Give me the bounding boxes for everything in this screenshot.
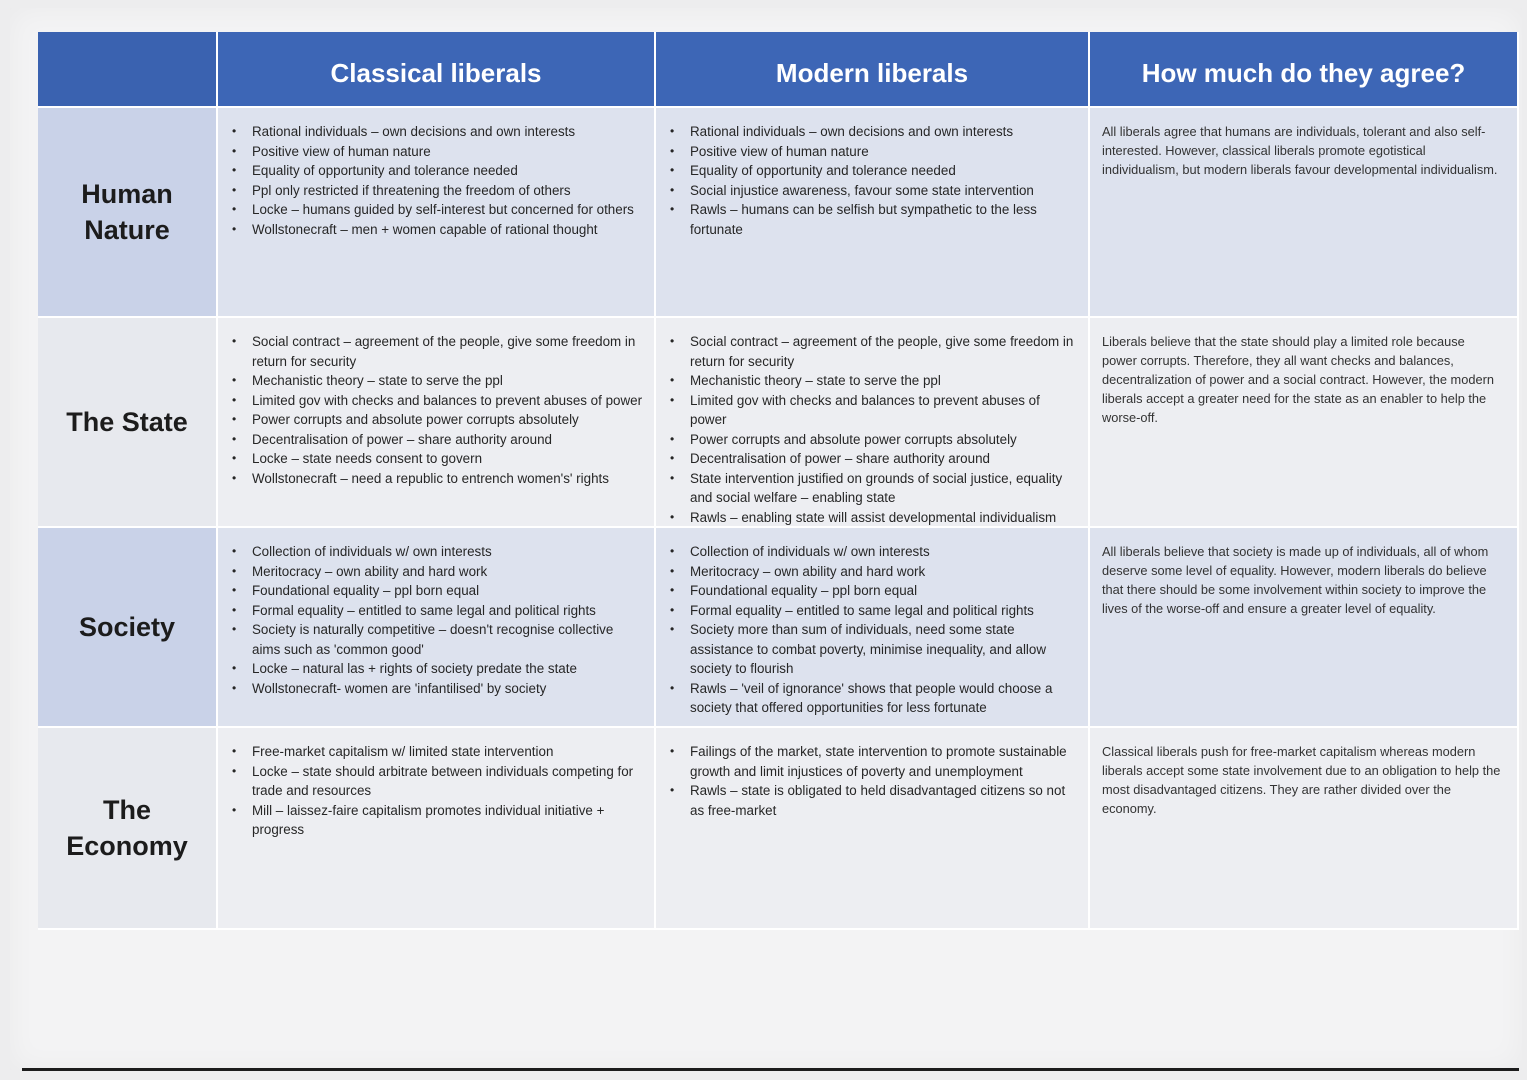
- list-item: • Formal equality – entitled to same legal and political rights: [252, 601, 644, 621]
- list-item: • Ppl only restricted if threatening the freedom of others: [252, 181, 644, 201]
- header-classical-liberals: Classical liberals: [218, 32, 656, 108]
- list-item: • Social contract – agreement of the people, give some freedom in return for security: [252, 332, 644, 371]
- list-item: • Failings of the market, state intervention to promote sustainable growth and limit injustices of poverty and unemployment: [690, 742, 1078, 781]
- cell-society-agreement: [1090, 528, 1519, 728]
- cell-the-economy-modern: [656, 728, 1090, 930]
- list-item: • Collection of individuals w/ own interests: [690, 542, 1078, 562]
- list-item: • Locke – natural las + rights of society predate the state: [252, 659, 644, 679]
- list-item: • Mechanistic theory – state to serve the ppl: [252, 371, 644, 391]
- row-label-line1: The: [102, 795, 151, 825]
- list-item: • Social contract – agreement of the people, give some freedom in return for security: [690, 332, 1078, 371]
- bullet-list: [668, 742, 1078, 820]
- list-item: • Rawls – 'veil of ignorance' shows that people would choose a society that offered opportunities for less fortunate: [690, 679, 1078, 718]
- list-item: • State intervention justified on grounds of social justice, equality and social welfare – enabling state: [690, 469, 1078, 508]
- list-item: • Wollstonecraft- women are 'infantilised' by society: [252, 679, 644, 699]
- cell-human-nature-classical: [218, 108, 656, 318]
- row-label-line2: Economy: [66, 831, 188, 861]
- row-label-line1: Society: [78, 612, 176, 642]
- cell-human-nature-agreement: [1090, 108, 1519, 318]
- list-item: • Decentralisation of power – share authority around: [690, 449, 1078, 469]
- list-item: • Locke – state needs consent to govern: [252, 449, 644, 469]
- list-item: • Mechanistic theory – state to serve the ppl: [690, 371, 1078, 391]
- list-item: • Foundational equality – ppl born equal: [252, 581, 644, 601]
- list-item: • Limited gov with checks and balances to prevent abuses of power: [252, 391, 644, 411]
- header-agreement: How much do they agree?: [1090, 32, 1519, 108]
- list-item: • Rational individuals – own decisions and own interests: [252, 122, 644, 142]
- list-item: • Decentralisation of power – share authority around: [252, 430, 644, 450]
- list-item: • Society is naturally competitive – doesn't recognise collective aims such as 'common good': [252, 620, 644, 659]
- agreement-text: All liberals believe that society is made up of individuals, all of whom deserve some level of equality. However, modern liberals do believe that there should be some involvement within society to improve the lives of the worse-off and ensure a greater level of equality.: [1102, 544, 1489, 616]
- header-corner: [38, 32, 218, 108]
- bullet-list: [230, 332, 644, 488]
- cell-the-economy-agreement: [1090, 728, 1519, 930]
- list-item: • Meritocracy – own ability and hard work: [690, 562, 1078, 582]
- list-item: • Rational individuals – own decisions and own interests: [690, 122, 1078, 142]
- list-item: • Positive view of human nature: [252, 142, 644, 162]
- list-item: • Locke – humans guided by self-interest but concerned for others: [252, 200, 644, 220]
- list-item: • Equality of opportunity and tolerance needed: [690, 161, 1078, 181]
- row-label-the-economy: [38, 728, 218, 930]
- list-item: • Meritocracy – own ability and hard work: [252, 562, 644, 582]
- list-item: • Power corrupts and absolute power corrupts absolutely: [252, 410, 644, 430]
- list-item: • Equality of opportunity and tolerance needed: [252, 161, 644, 181]
- agreement-text: All liberals agree that humans are individuals, tolerant and also self-interested. However, classical liberals promote egotistical individualism, but modern liberals favour developmental individualism.: [1102, 124, 1498, 177]
- cell-the-state-classical: [218, 318, 656, 528]
- header-modern-liberals: Modern liberals: [656, 32, 1090, 108]
- list-item: • Mill – laissez-faire capitalism promotes individual initiative + progress: [252, 801, 644, 840]
- bullet-list: [668, 122, 1078, 239]
- cell-the-state-agreement: [1090, 318, 1519, 528]
- bullet-list: [230, 542, 644, 698]
- row-label-line2: Nature: [84, 215, 170, 245]
- list-item: • Power corrupts and absolute power corrupts absolutely: [690, 430, 1078, 450]
- cell-human-nature-modern: [656, 108, 1090, 318]
- list-item: • Positive view of human nature: [690, 142, 1078, 162]
- cell-the-state-modern: [656, 318, 1090, 528]
- bullet-list: [668, 332, 1078, 527]
- list-item: • Rawls – state is obligated to held disadvantaged citizens so not as free-market: [690, 781, 1078, 820]
- row-label-line1: The State: [66, 407, 188, 437]
- bullet-list: [668, 542, 1078, 718]
- cell-society-classical: [218, 528, 656, 728]
- row-label-human-nature: [38, 108, 218, 318]
- list-item: • Free-market capitalism w/ limited state intervention: [252, 742, 644, 762]
- list-item: • Locke – state should arbitrate between individuals competing for trade and resources: [252, 762, 644, 801]
- paper-edge: [22, 1068, 1519, 1071]
- list-item: • Rawls – enabling state will assist developmental individualism: [690, 508, 1078, 528]
- row-label-society: [38, 528, 218, 728]
- list-item: • Wollstonecraft – need a republic to entrench women's' rights: [252, 469, 644, 489]
- list-item: • Rawls – humans can be selfish but sympathetic to the less fortunate: [690, 200, 1078, 239]
- agreement-text: Classical liberals push for free-market capitalism whereas modern liberals accept some state involvement due to an obligation to help the most disadvantaged citizens. They are rather divided over the economy.: [1102, 744, 1501, 816]
- list-item: • Wollstonecraft – men + women capable of rational thought: [252, 220, 644, 240]
- comparison-table: [38, 32, 1519, 930]
- list-item: • Collection of individuals w/ own interests: [252, 542, 644, 562]
- cell-society-modern: [656, 528, 1090, 728]
- bullet-list: [230, 122, 644, 239]
- list-item: • Foundational equality – ppl born equal: [690, 581, 1078, 601]
- cell-the-economy-classical: [218, 728, 656, 930]
- bullet-list: [230, 742, 644, 840]
- row-label-the-state: [38, 318, 218, 528]
- list-item: • Social injustice awareness, favour some state intervention: [690, 181, 1078, 201]
- agreement-text: Liberals believe that the state should play a limited role because power corrupts. Therefore, they all want checks and balances, decentralization of power and a social contract. However, the modern liberals accept a greater need for the state as an enabler to help the worse-off.: [1102, 334, 1494, 425]
- list-item: • Formal equality – entitled to same legal and political rights: [690, 601, 1078, 621]
- row-label-line1: Human: [81, 179, 173, 209]
- list-item: • Limited gov with checks and balances to prevent abuses of power: [690, 391, 1078, 430]
- list-item: • Society more than sum of individuals, need some state assistance to combat poverty, minimise inequality, and allow society to flourish: [690, 620, 1078, 679]
